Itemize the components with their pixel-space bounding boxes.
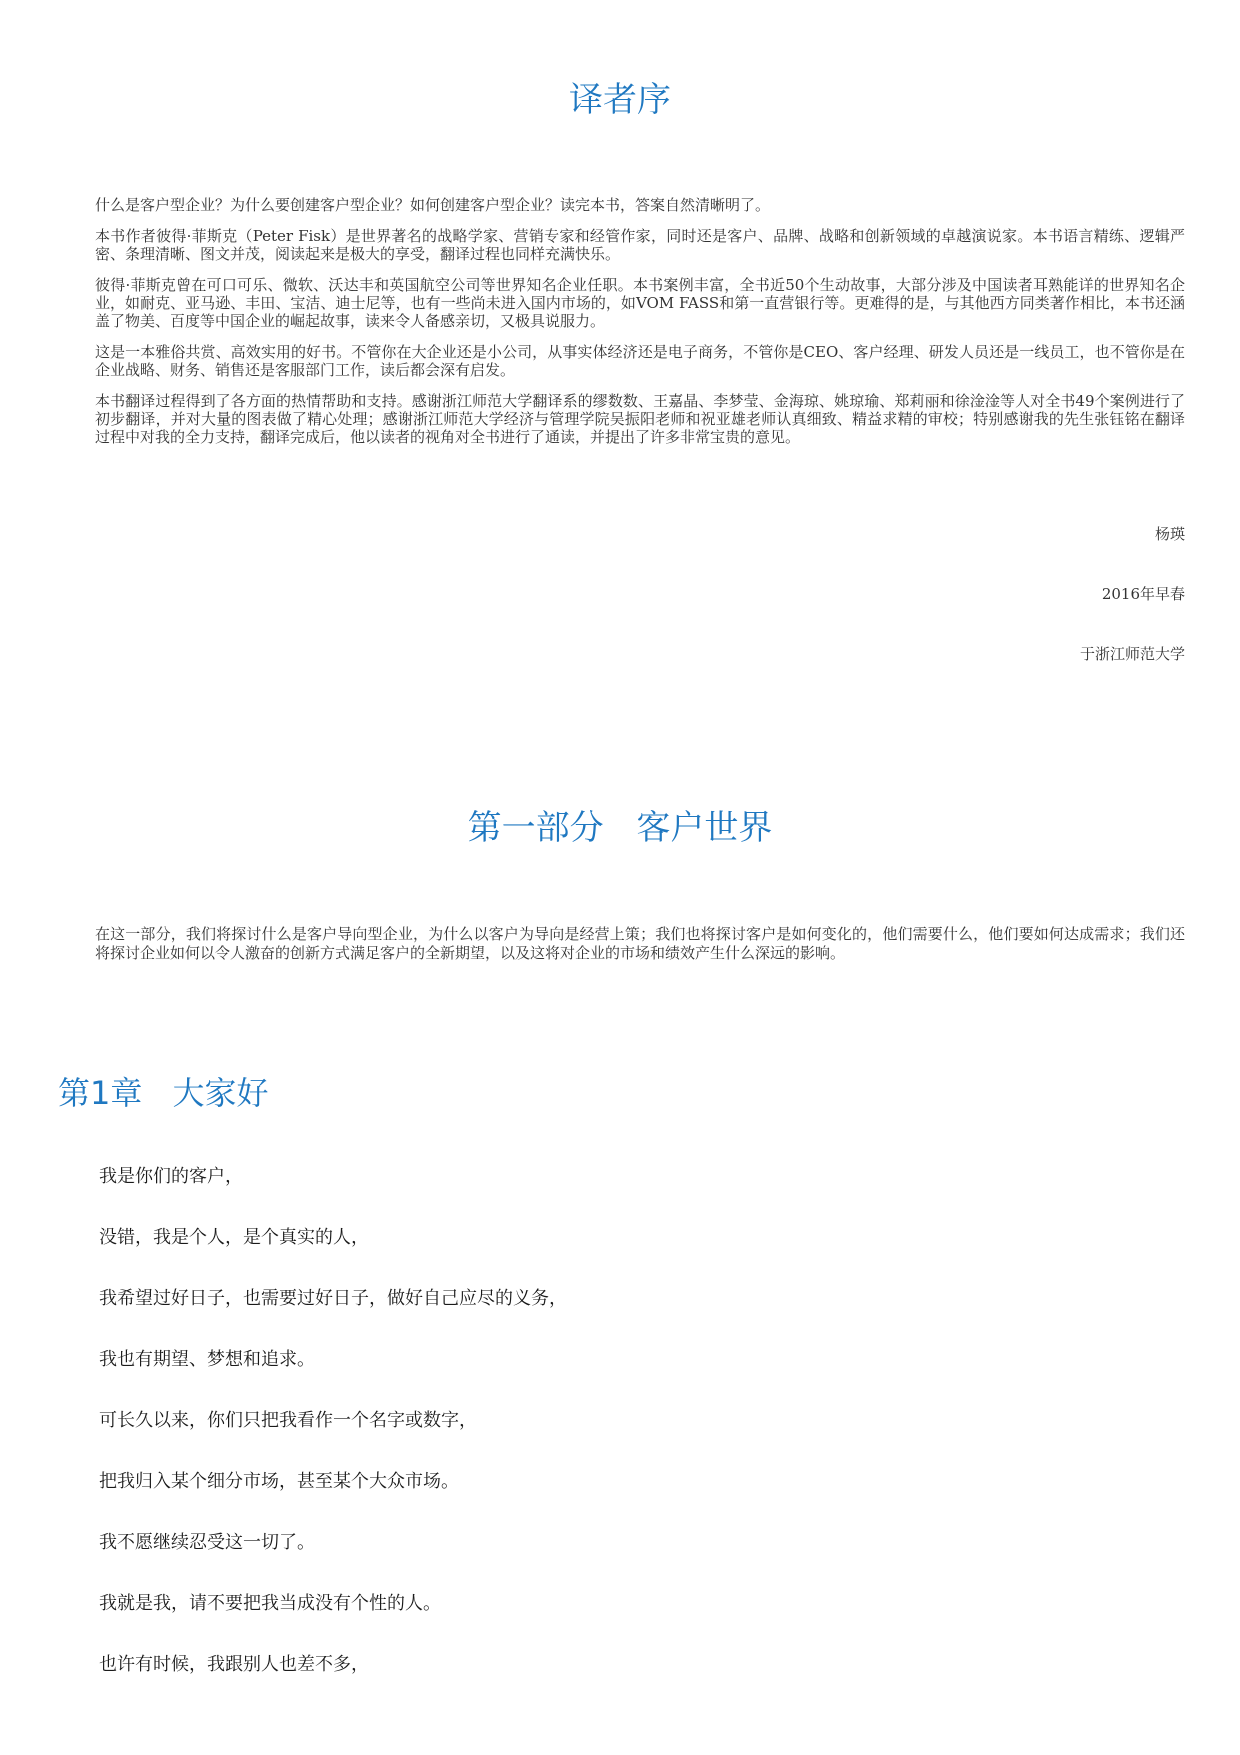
signature-date: 2016年早春 (1101, 585, 1185, 603)
chapter-title: 第1章 大家好 (58, 1074, 269, 1112)
poem-line: 可长久以来，你们只把我看作一个名字或数字， (99, 1410, 477, 1431)
poem-line: 我希望过好日子，也需要过好日子，做好自己应尽的义务， (99, 1288, 567, 1309)
preface-paragraph: 本书作者彼得·菲斯克（Peter Fisk）是世界著名的战略学家、营销专家和经管作家，同时还是客户、品牌、战略和创新领域的卓越演说家。本书语言精练、逻辑严密、条理清晰、图文并茂，阅读起来是极大的享受，翻译过程也同样充满快乐。 (95, 227, 1185, 263)
poem-line: 没错，我是个人，是个真实的人， (99, 1227, 369, 1248)
preface-paragraph: 彼得·菲斯克曾在可口可乐、微软、沃达丰和英国航空公司等世界知名企业任职。本书案例丰富，全书近50个生动故事，大部分涉及中国读者耳熟能详的世界知名企业，如耐克、亚马逊、丰田、宝洁、迪士尼等，也有一些尚未进入国内市场的，如VOM FASS和第一直营银行等。更难得的是，与其他西方同类著作相比，本书还涵盖了物美、百度等中国企业的崛起故事，读来令人备感亲切，又极具说服力。 (95, 276, 1185, 330)
preface-paragraph: 本书翻译过程得到了各方面的热情帮助和支持。感谢浙江师范大学翻译系的缪数数、王嘉晶、李梦莹、金海琼、姚琼瑜、郑莉丽和徐淦淦等人对全书49个案例进行了初步翻译，并对大量的图表做了精心处理；感谢浙江师范大学经济与管理学院吴振阳老师和祝亚雄老师认真细致、精益求精的审校；特别感谢我的先生张钰铭在翻译过程中对我的全力支持，翻译完成后，他以读者的视角对全书进行了通读，并提出了许多非常宝贵的意见。 (95, 392, 1185, 446)
preface-paragraph: 什么是客户型企业？为什么要创建客户型企业？如何创建客户型企业？读完本书，答案自然清晰明了。 (95, 196, 771, 214)
poem-line: 我是你们的客户， (99, 1166, 243, 1187)
preface-body (95, 196, 1185, 459)
poem-line: 我不愿继续忍受这一切了。 (99, 1532, 315, 1553)
preface-title: 译者序 (569, 80, 671, 120)
poem-line: 我就是我，请不要把我当成没有个性的人。 (99, 1593, 441, 1614)
translator-name: 杨瑛 (1154, 525, 1185, 543)
poem-line: 把我归入某个细分市场，甚至某个大众市场。 (99, 1471, 459, 1492)
preface-paragraph: 这是一本雅俗共赏、高效实用的好书。不管你在大企业还是小公司，从事实体经济还是电子商务，不管你是CEO、客户经理、研发人员还是一线员工，也不管你是在企业战略、财务、销售还是客服部门工作，读后都会深有启发。 (95, 343, 1185, 379)
signature-place: 于浙江师范大学 (1079, 645, 1185, 663)
chapter-poem (99, 1165, 567, 1714)
poem-line: 也许有时候，我跟别人也差不多， (99, 1654, 369, 1675)
part-title: 第一部分 客户世界 (467, 808, 773, 848)
part-intro: 在这一部分，我们将探讨什么是客户导向型企业，为什么以客户为导向是经营上策；我们也将探讨客户是如何变化的，他们需要什么，他们要如何达成需求；我们还将探讨企业如何以令人激奋的创新方式满足客户的全新期望，以及这将对企业的市场和绩效产生什么深远的影响。 (95, 925, 1185, 962)
poem-line: 我也有期望、梦想和追求。 (99, 1349, 315, 1370)
